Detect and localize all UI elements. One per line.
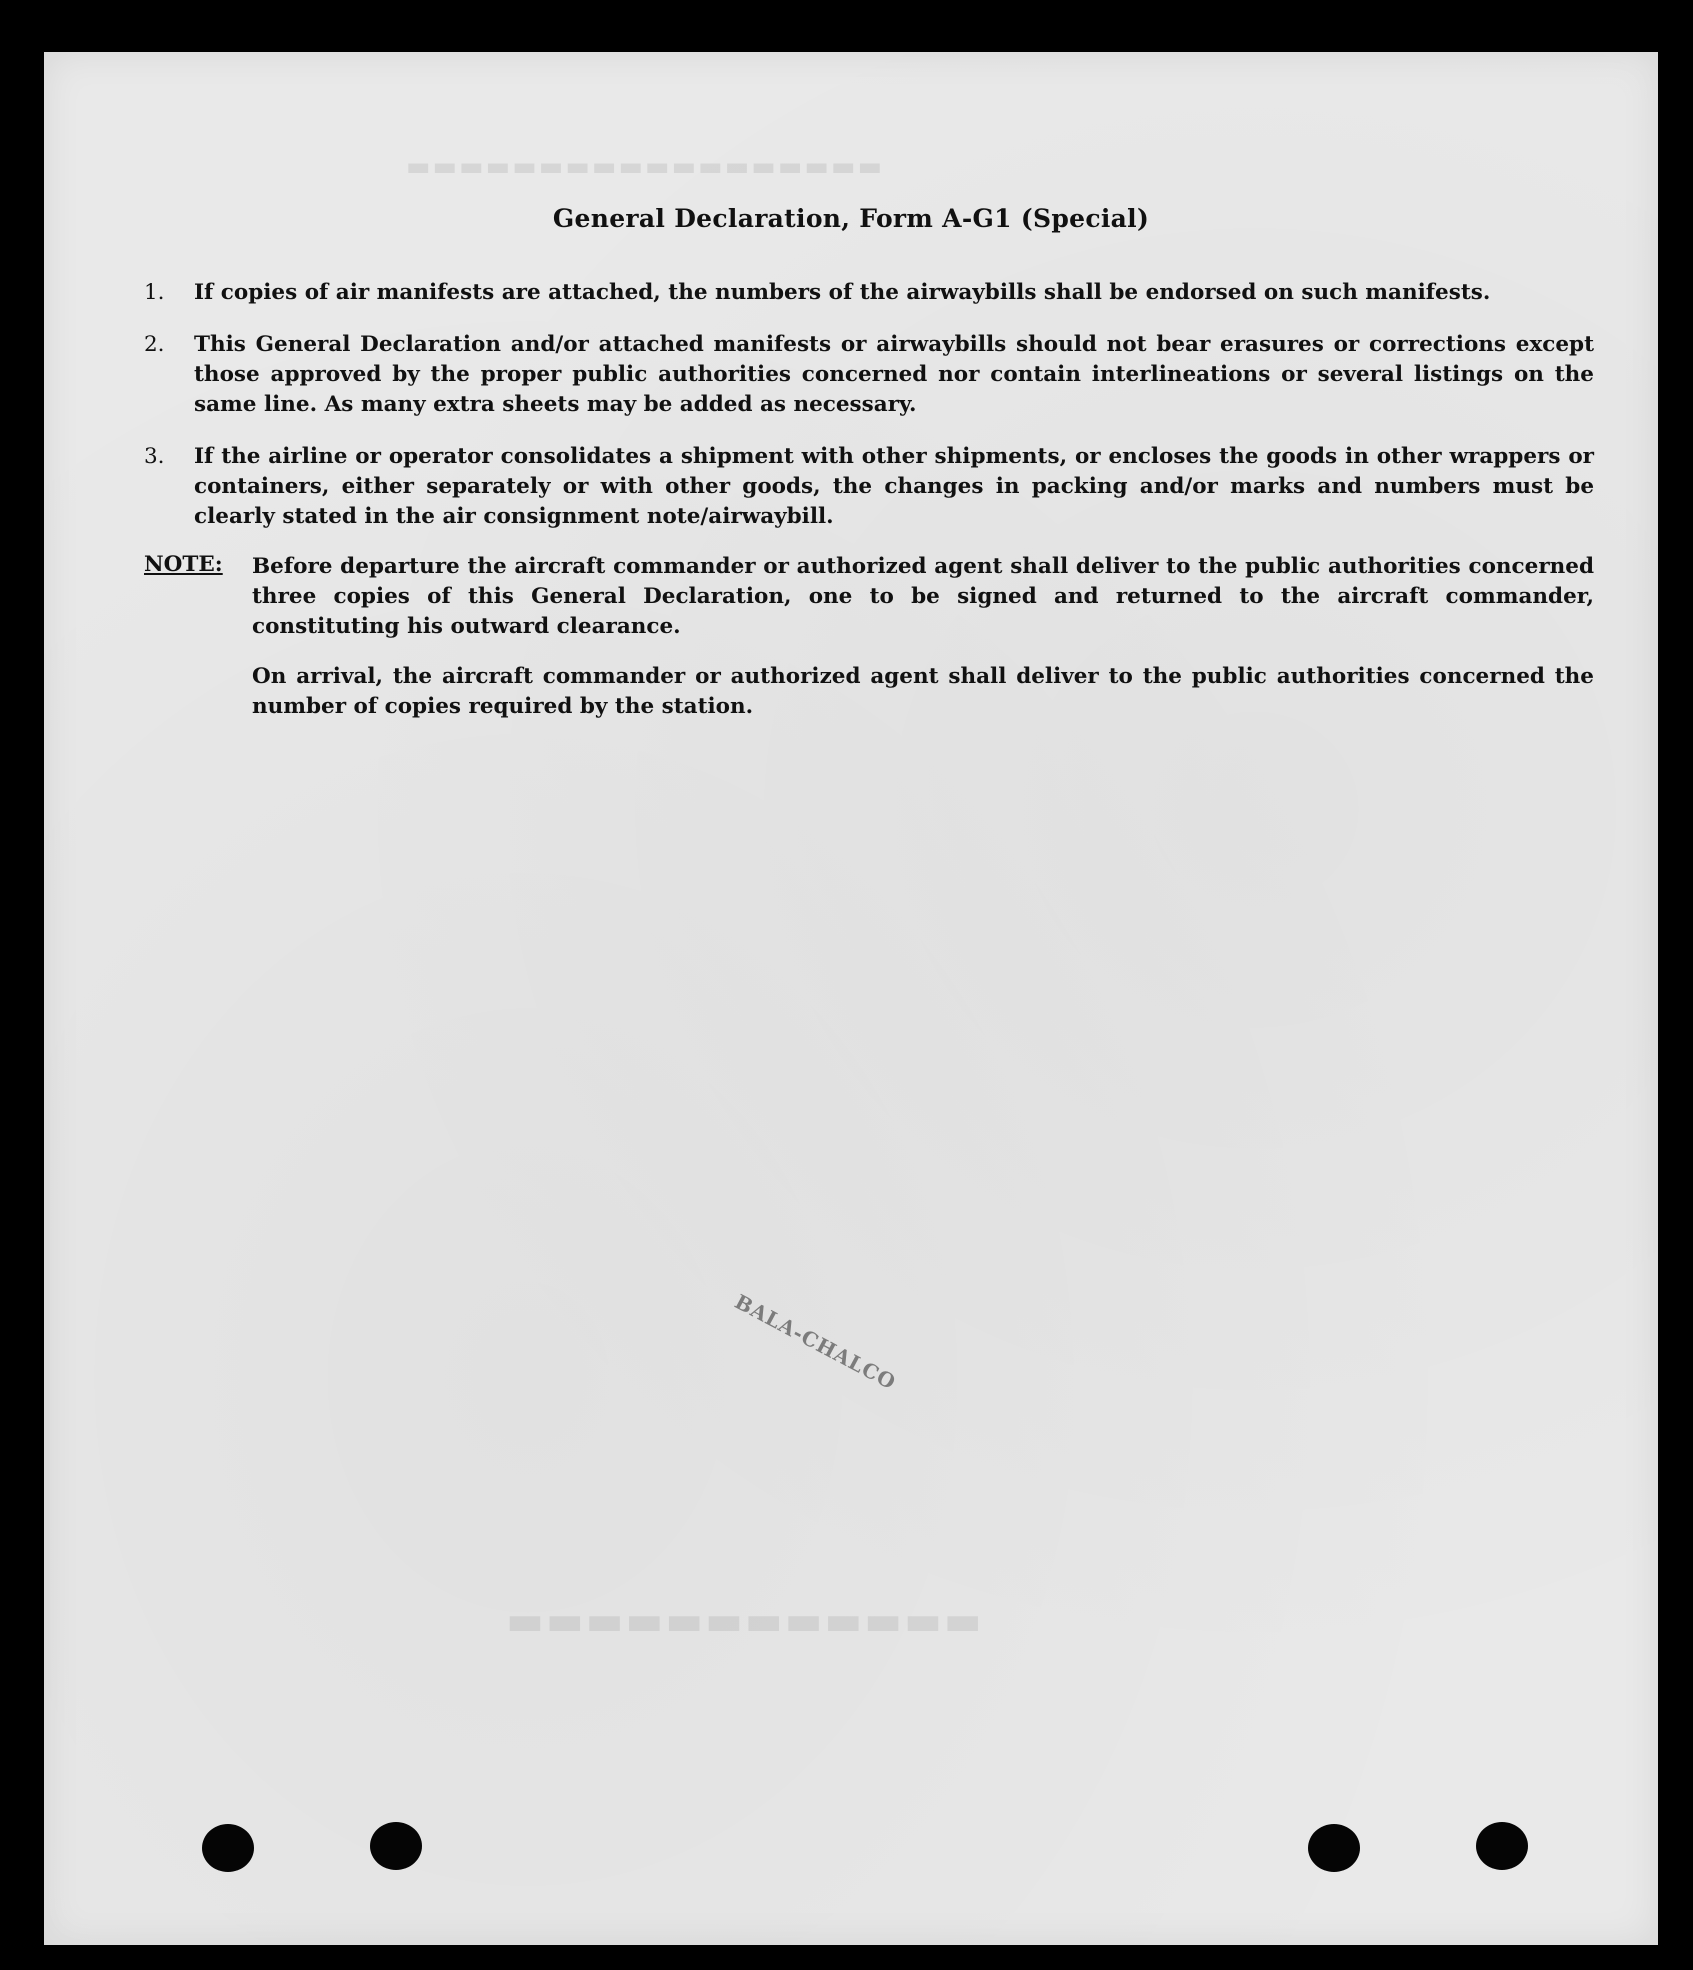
list-item-number: 3.	[144, 444, 165, 469]
bleed-through-ghost-text: ▬▬▬▬▬▬▬▬▬▬▬▬▬▬▬▬▬▬	[404, 152, 883, 182]
document-page	[44, 52, 1658, 1945]
note-paragraph-1: Before departure the aircraft commander or authorized agent shall deliver to the public authorities concerned three copies of this General Declaration, one to be signed and returned to the aircraft commander, constituting his outward clearance.	[252, 554, 1594, 639]
punch-hole-2	[370, 1822, 422, 1870]
punch-hole-1	[202, 1824, 254, 1872]
note-label: NOTE:	[144, 552, 223, 577]
note-paragraph-2: On arrival, the aircraft commander or authorized agent shall deliver to the public authorities concerned the number of copies required by the station.	[252, 664, 1594, 719]
list-item-1	[144, 278, 1594, 308]
list-item-text: This General Declaration and/or attached manifests or airwaybills should not bear erasures or corrections except those approved by the proper public authorities concerned nor contain interlineations or several listings on the same line. As many extra sheets may be added as necessary.	[194, 332, 1594, 417]
list-item-number: 2.	[144, 332, 165, 357]
ink-stamp: BALA-CHALCO	[730, 1289, 901, 1395]
list-item-text: If copies of air manifests are attached, the numbers of the airwaybills shall be endorsed on such manifests.	[194, 280, 1491, 305]
list-item-3	[144, 442, 1594, 532]
list-item-number: 1.	[144, 280, 165, 305]
punch-hole-3	[1308, 1824, 1360, 1872]
list-item-text: If the airline or operator consolidates a shipment with other shipments, or encloses the goods in other wrappers or containers, either separately or with other goods, the changes in packing and/or marks and numbers must be clearly stated in the air consignment note/airwaybill.	[194, 444, 1594, 529]
list-item-2	[144, 330, 1594, 420]
page-title: General Declaration, Form A-G1 (Special)	[552, 204, 1150, 233]
punch-hole-4	[1476, 1822, 1528, 1870]
bleed-through-ghost-text-lower: ▬▬▬▬▬▬▬▬▬▬▬▬	[504, 1597, 982, 1644]
